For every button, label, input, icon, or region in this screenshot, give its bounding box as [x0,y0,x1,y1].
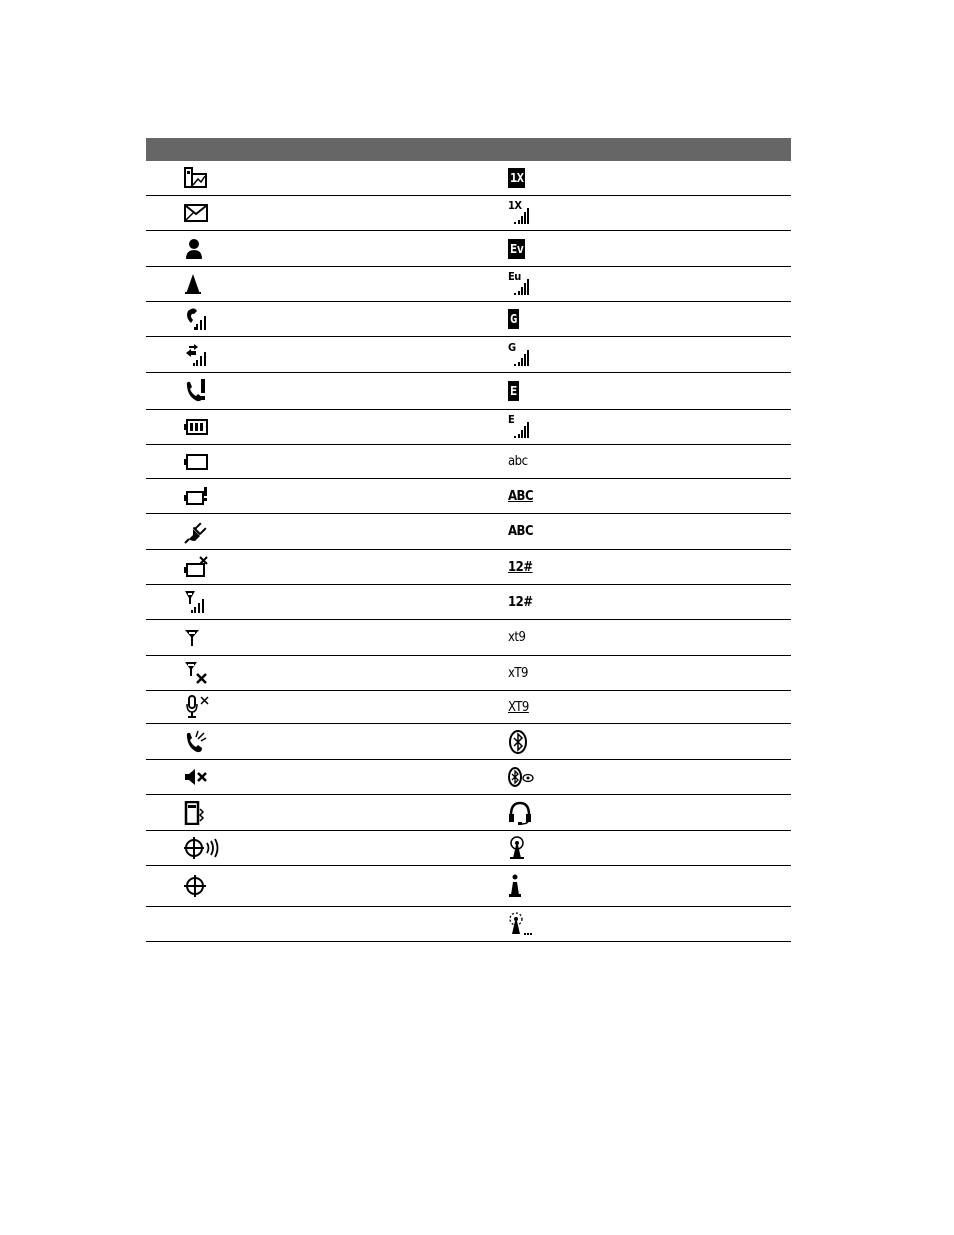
table-row [146,691,791,724]
phone-ringing-icon [184,724,210,759]
table-row [146,302,791,337]
antenna-icon [184,620,200,655]
table-row [146,795,791,831]
abc-lower-icon: abc [508,454,528,469]
table-row [146,866,791,907]
table-row [146,196,791,231]
1x-signal-icon: 1X [508,196,532,230]
table-row [146,161,791,196]
table-row [146,907,791,942]
xt9-upper-underline-icon: XT9 [508,699,529,715]
battery-full-icon [184,410,208,444]
abc-upper-icon: ABC [508,524,534,539]
bluetooth-visible-icon [508,760,534,794]
1x-box-icon: 1X [508,161,525,195]
g-signal-icon: G [508,337,532,372]
table-row [146,373,791,410]
e-box-icon: E [508,373,519,409]
wifi-tower-searching-icon [508,907,532,941]
table-row [146,267,791,302]
antenna-off-icon [184,656,208,690]
gps-icon [184,866,206,906]
envelope-icon [184,196,208,230]
phone-vibrate-icon [184,795,206,830]
phone-signal-icon [184,302,208,336]
person-icon [184,231,204,266]
table-row [146,620,791,656]
table-row [146,231,791,267]
g-box-icon: G [508,302,519,336]
table-body [146,161,791,942]
battery-empty-icon [184,445,208,478]
table-row [146,410,791,445]
xt9-upper-icon: xT9 [508,665,528,681]
table-row [146,337,791,373]
num-icon: 12# [508,594,533,610]
phone-mail-icon [184,161,208,195]
abc-upper-underline-icon: ABC [508,488,534,504]
e-signal-icon: E [508,410,532,444]
phone-alert-icon [184,373,208,409]
headset-icon [508,795,532,830]
wifi-tower-icon [508,866,522,906]
table-row [146,724,791,760]
ev-box-icon: Ev [508,231,525,266]
table-row [146,831,791,866]
battery-error-icon [184,550,208,584]
ev-signal-icon: Eu [508,267,532,301]
speaker-mute-icon [184,760,210,794]
table-row [146,445,791,479]
table-row [146,550,791,585]
microphone-mute-icon [184,691,210,723]
gps-broadcast-icon [184,831,222,865]
battery-alert-icon [184,479,208,513]
bluetooth-icon [508,724,528,759]
table-row [146,656,791,691]
cone-icon [184,267,202,301]
icon-table [146,138,791,942]
table-header [146,138,791,161]
table-row [146,479,791,514]
table-row [146,760,791,795]
antenna-signal-icon [184,585,208,619]
plug-icon [184,514,208,549]
phone-sync-signal-icon [184,337,208,372]
num-underline-icon: 12# [508,559,533,575]
xt9-lower-icon: xt9 [508,630,526,645]
table-row [146,514,791,550]
table-row [146,585,791,620]
wifi-tower-signal-icon [508,831,526,865]
